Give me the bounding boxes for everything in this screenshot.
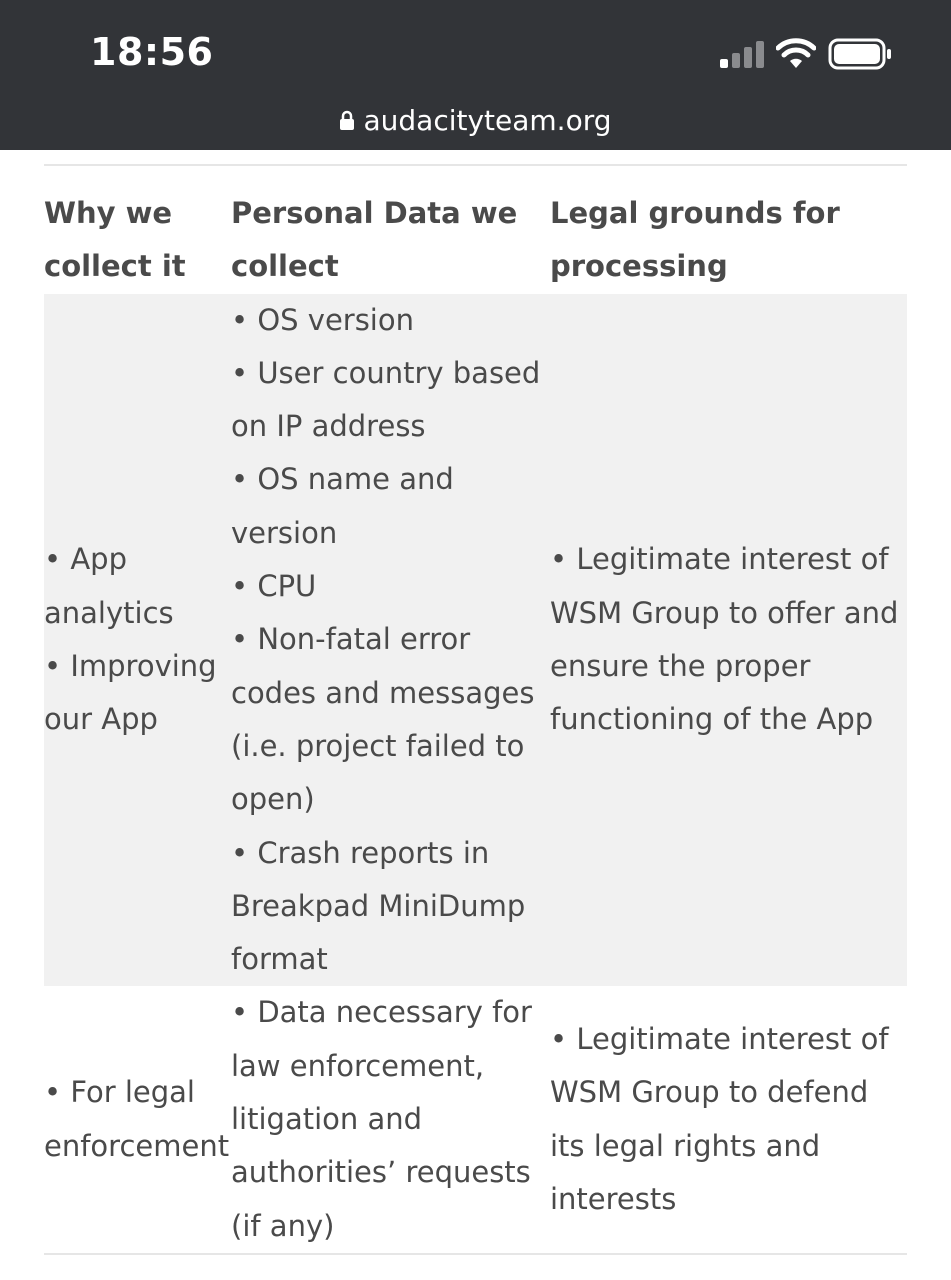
list-item: • Legitimate interest of WSM Group to offer and ensure the proper functioning of the App — [550, 542, 899, 737]
list-item: • Improving our App — [44, 649, 217, 737]
cell-personal-data — [231, 294, 550, 987]
battery-icon — [828, 38, 892, 70]
list-item: • Non-fatal error codes and messages (i.e. project failed to open) — [231, 622, 535, 817]
divider — [44, 164, 907, 166]
list-item: • Legitimate interest of WSM Group to defend its legal rights and interests — [550, 1022, 889, 1216]
status-bar — [0, 0, 951, 150]
cell-why — [44, 986, 231, 1253]
cell-legal-grounds — [550, 986, 907, 1253]
address-bar[interactable] — [0, 98, 951, 142]
header-why: Why we collect it — [44, 196, 186, 284]
header-personal-data: Personal Data we collect — [231, 196, 518, 284]
list-item: • OS version — [231, 302, 414, 337]
url-text: audacityteam.org — [363, 103, 612, 137]
cell-legal-grounds — [550, 294, 907, 987]
list-item: • Data necessary for law enforcement, litigation and authorities’ requests (if any) — [231, 995, 532, 1243]
signal-icon — [718, 40, 764, 68]
header-legal-grounds: Legal grounds for processing — [550, 196, 840, 284]
list-item: • CPU — [231, 569, 317, 604]
cell-why — [44, 294, 231, 987]
list-item: • For legal enforcement — [44, 1075, 230, 1163]
list-item: • User country based on IP address — [231, 355, 541, 444]
wifi-icon — [776, 38, 816, 70]
list-item: • OS name and version — [231, 462, 454, 550]
list-item: • App analytics — [44, 542, 174, 630]
lock-icon — [339, 109, 355, 131]
cell-personal-data — [231, 986, 550, 1253]
table-row — [44, 986, 907, 1253]
table-header-row — [44, 187, 907, 294]
data-collection-table — [44, 187, 907, 1255]
table-row — [44, 294, 907, 987]
list-item: • Crash reports in Breakpad MiniDump format — [231, 835, 526, 977]
clock: 18:56 — [90, 30, 214, 74]
